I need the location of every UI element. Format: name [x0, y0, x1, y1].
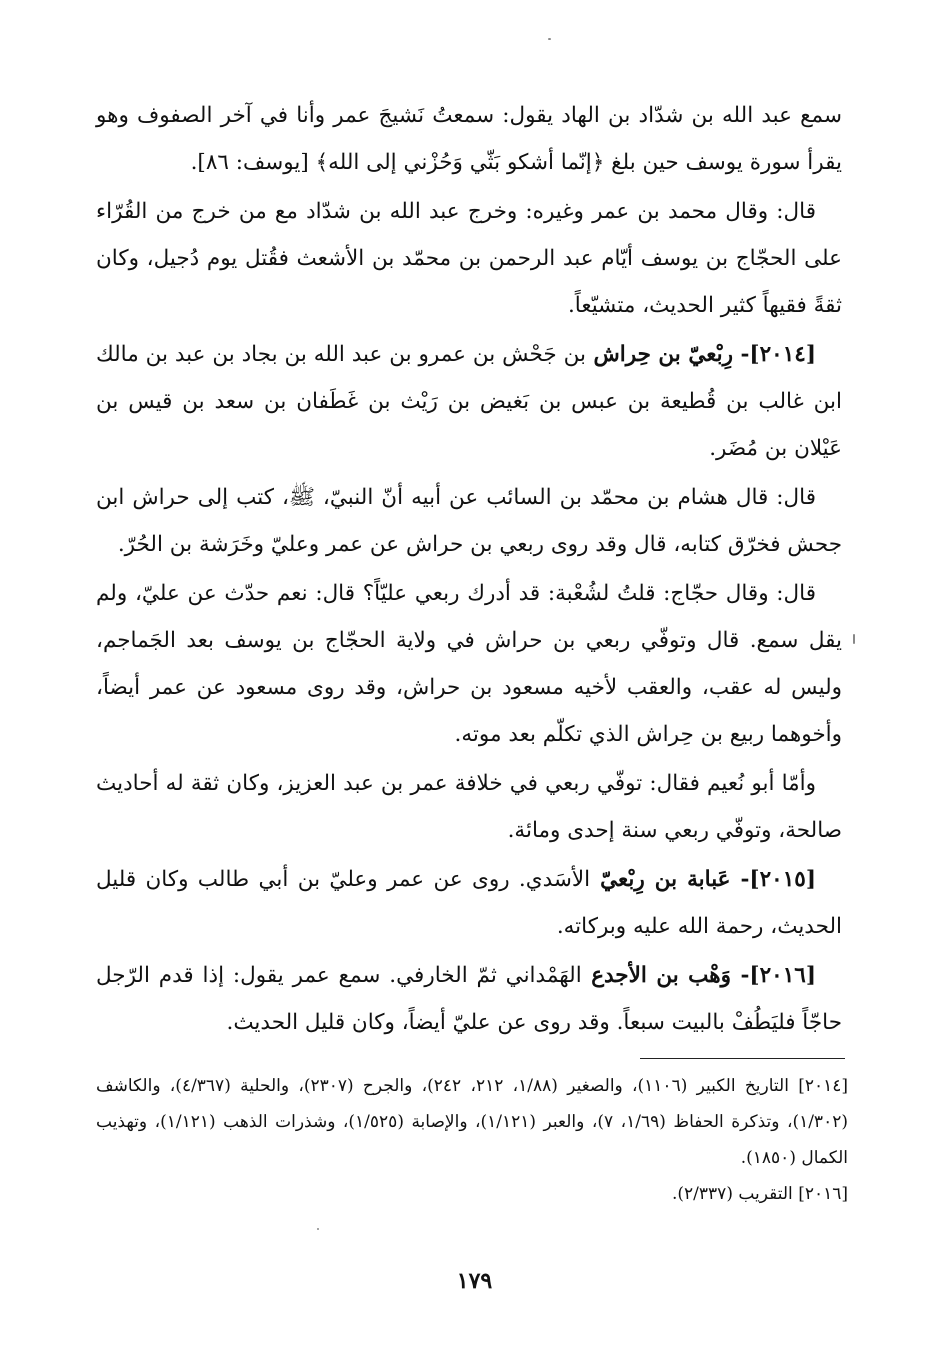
scan-speck	[317, 1228, 319, 1230]
scan-speck	[853, 634, 855, 644]
footnotes	[96, 1068, 848, 1212]
page-number: ١٧٩	[456, 1268, 493, 1294]
paragraph	[96, 760, 842, 854]
footnote-divider	[640, 1058, 845, 1059]
entry-paragraph	[96, 331, 842, 472]
footnote-text: [٢٠١٦] التقريب (٢/٣٣٧).	[672, 1184, 848, 1204]
entry-heading: [٢٠١٤]- رِبْعيّ بن حِراش	[585, 342, 816, 367]
footnote	[96, 1068, 848, 1176]
paragraph	[96, 570, 842, 758]
footnote-text: [٢٠١٤] التاريخ الكبير (١١٠٦)، والصغير (١/٨٨، ٢١٢، ٢٤٢)، والجرح (٢٣٠٧)، والحلية (٤/٣٦٧)، والكاشف (١/٣٠٢)، وتذكرة الحفاظ (١/٦٩، ٧)، والعبر (١/١٢١)، والإصابة (١/٥٢٥)، وشذرات الذهب (١/١٢١)، وتهذيب الكمال (١٨٥٠).	[96, 1076, 849, 1168]
entry-heading: [٢٠١٥]- عَبابة بن رِبْعيّ	[590, 867, 816, 892]
paragraph	[96, 92, 842, 186]
scan-speck	[548, 38, 551, 40]
paragraph-text: قال: وقال محمد بن عمر وغيره: وخرج عبد الله بن شدّاد مع من خرج من القُرّاء على الحجّاج بن يوسف أيّام عبد الرحمن بن محمّد بن الأشعث فقُتل يوم دُجيل، وكان ثقةً فقيهاً كثير الحديث، متشيّعاً.	[96, 199, 842, 318]
paragraph-text: الهَمْداني ثمّ الخارفي. سمع عمر يقول: إذا قدم الرّجل حاجّاً فليَطُفْ بالبيت سبعاً. وقد روى عن عليّ أيضاً، وكان قليل الحديث.	[96, 963, 842, 1035]
paragraph-text: سمع عبد الله بن شدّاد بن الهاد يقول: سمعتُ نَشيجَ عمر وأنا في آخر الصفوف وهو يقرأ سورة يوسف حين بلغ ﴿إنّما أشكو بَثّي وَحُزْني إلى الله﴾ [يوسف: ٨٦].	[96, 103, 842, 175]
paragraph	[96, 474, 842, 568]
paragraph-text: قال: قال هشام بن محمّد بن السائب عن أبيه أنّ النبيّ، ﷺ، كتب إلى حراش ابن جحش فخرّق كتابه، قال وقد روى ربعي بن حراش عن عمر وعليّ وخَرَشة بن الحُرّ.	[96, 485, 842, 557]
entry-heading: [٢٠١٦]- وَهْب بن الأجدع	[581, 963, 816, 988]
paragraph-text: قال: وقال حجّاج: قلتُ لشُعْبة: قد أدرك ربعي عليّاً؟ قال: نعم حدّث عن عليّ، ولم يقل سمع. قال وتوفّي ربعي بن حراش في ولاية الحجّاج بن يوسف بعد الجَماجم، وليس له عقب، والعقب لأخيه مسعود بن حراش، وقد روى مسعود عن عمر أيضاً، وأخوهما ربيع بن حِراش الذي تكلّم بعد موته.	[96, 581, 842, 747]
paragraph	[96, 188, 842, 329]
main-text	[96, 92, 842, 1048]
paragraph-text: بن جَحْش بن عمرو بن عبد الله بن بجاد بن عبد بن مالك ابن غالب بن قُطيعة بن عبس بن بَغيض بن رَيْث بن غَطَفان بن سعد بن قيس بن عَيْلان بن مُضَر.	[96, 342, 842, 461]
paragraph-text: وأمّا أبو نُعيم فقال: توفّي ربعي في خلافة عمر بن عبد العزيز، وكان ثقة له أحاديث صالحة، وتوفّي ربعي سنة إحدى ومائة.	[96, 771, 842, 843]
paragraph-text: الأسَدي. روى عن عمر وعليّ بن أبي طالب وكان قليل الحديث، رحمة الله عليه وبركاته.	[96, 867, 842, 939]
entry-paragraph	[96, 952, 842, 1046]
footnote	[96, 1176, 848, 1212]
entry-paragraph	[96, 856, 842, 950]
